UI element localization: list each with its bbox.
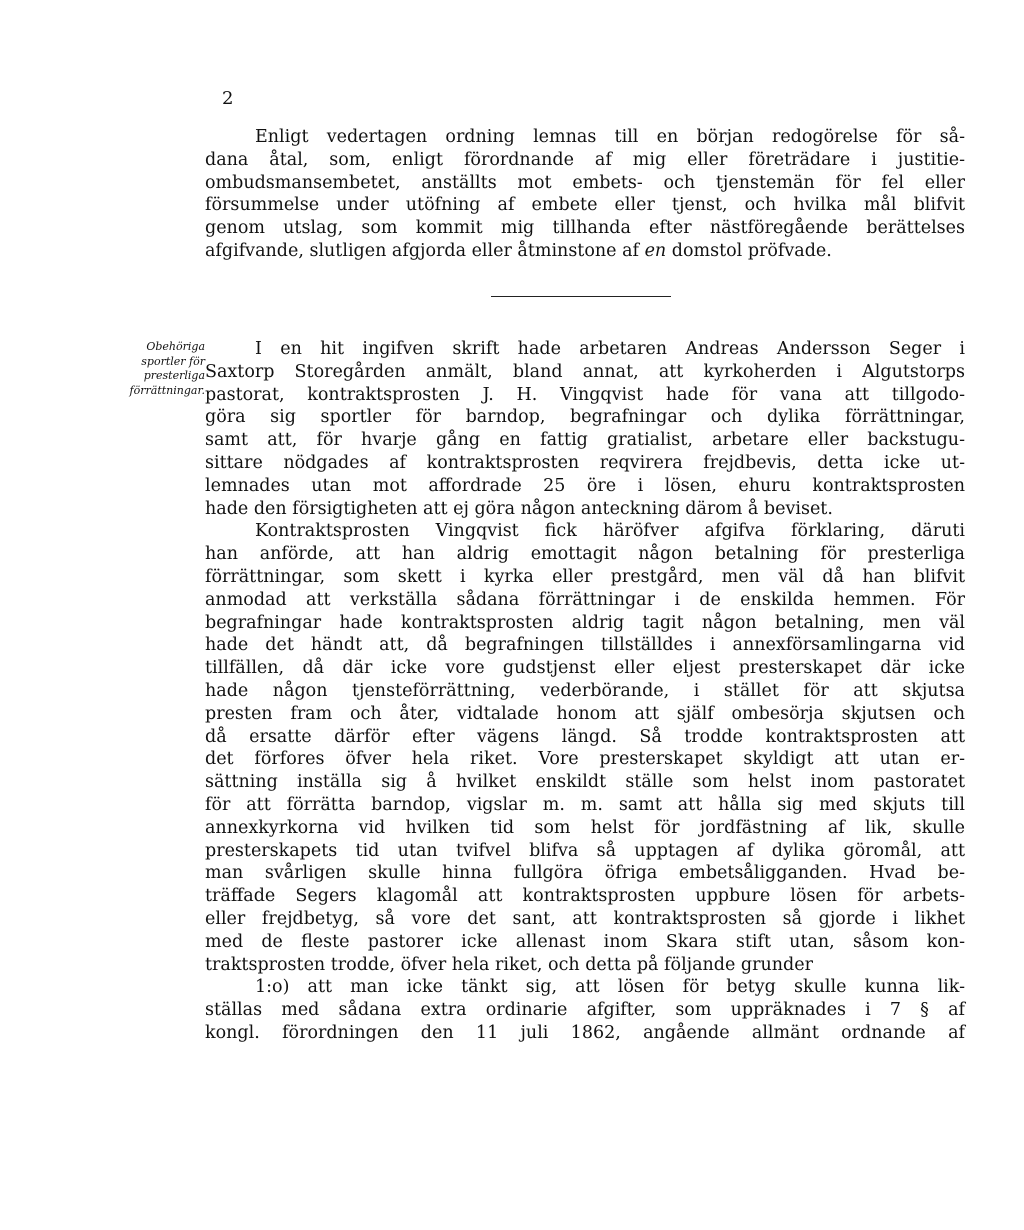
- text-line: presten fram och åter, vidtalade honom att själf ombesörja skjutsen och: [205, 703, 965, 724]
- text-line: göra sig sportler för barndop, begrafningar och dylika förrättningar,: [205, 407, 965, 428]
- text-line: genom utslag, som kommit mig tillhanda efter nästföregående berättelses: [205, 218, 965, 239]
- text-line: Enligt vedertagen ordning lemnas till en början redogörelse för så-: [255, 127, 965, 147]
- section-divider: [491, 296, 671, 297]
- text-segment: domstol pröfvade.: [671, 240, 832, 261]
- text-line: man svårligen skulle hinna fullgöra öfriga embetsåligganden. Hvad be-: [205, 863, 965, 884]
- margin-note-line: förrättningar.: [129, 383, 205, 397]
- text-line: sättning inställa sig å hvilket enskildt ställe som helst inom pastoratet: [205, 772, 965, 793]
- text-line: begrafningar hade kontraktsprosten aldrig tagit någon betalning, men väl: [205, 612, 965, 633]
- text-line: hade det händt att, då begrafningen tillställdes i annexförsamlingarna vid: [205, 635, 965, 656]
- margin-note: [117, 340, 205, 398]
- text-line: han anförde, att han aldrig emottagit någon betalning för presterliga: [205, 544, 965, 565]
- text-line: lemnades utan mot affordrade 25 öre i lösen, ehuru kontraktsprosten: [205, 475, 965, 496]
- text-line: med de fleste pastorer icke allenast inom Skara stift utan, såsom kon-: [205, 931, 965, 952]
- text-line: sittare nödgades af kontraktsprosten reqvirera frejdbevis, detta icke ut-: [205, 452, 965, 473]
- text-line: dana åtal, som, enligt förordnande af mig eller företrädare i justitie-: [205, 149, 965, 170]
- text-line: traktsprosten trodde, öfver hela riket, och detta på följande grunder: [205, 954, 813, 975]
- margin-note-line: sportler för: [141, 354, 205, 368]
- text-line: då ersatte därför efter vägens längd. Så trodde kontraktsprosten att: [205, 726, 965, 747]
- text-line: ställas med sådana extra ordinarie afgifter, som uppräknades i 7 § af: [205, 1000, 965, 1021]
- text-line: anmodad att verkställa sådana förrättningar i de enskilda hemmen. För: [205, 589, 965, 610]
- text-line: tillfällen, då där icke vore gudstjenst eller eljest presterskapet där icke: [205, 658, 965, 679]
- text-line: förrättningar, som skett i kyrka eller prestgård, men väl då han blifvit: [205, 566, 965, 587]
- text-line: 1:o) att man icke tänkt sig, att lösen för betyg skulle kunna lik-: [255, 977, 965, 998]
- text-segment: afgifvande, slutligen afgjorda eller åtminstone af: [205, 240, 639, 261]
- margin-note-line: Obehöriga: [146, 340, 205, 353]
- text-line: försummelse under utöfning af embete eller tjenst, och hvilka mål blifvit: [205, 195, 965, 216]
- italic-word: en: [644, 240, 667, 261]
- text-line: för att förrätta barndop, vigslar m. m. samt att hålla sig med skjuts till: [205, 794, 965, 815]
- text-line: ombudsmansembetet, anställts mot embets- och tjenstemän för fel eller: [205, 172, 965, 193]
- text-line: det förfores öfver hela riket. Vore presterskapet skyldigt att utan er-: [205, 749, 965, 770]
- main-paragraph: [205, 338, 965, 1045]
- text-line: samt att, för hvarje gång en fattig gratialist, arbetare eller backstugu-: [205, 430, 965, 451]
- text-line: hade någon tjensteförrättning, vederbörande, i stället för att skjutsa: [205, 680, 965, 701]
- text-line: träffade Segers klagomål att kontraktsprosten uppbure lösen för arbets-: [205, 886, 965, 907]
- text-line: I en hit ingifven skrift hade arbetaren Andreas Andersson Seger i: [255, 339, 965, 359]
- text-line: annexkyrkorna vid hvilken tid som helst för jordfästning af lik, skulle: [205, 817, 965, 838]
- text-line: presterskapets tid utan tvifvel blifva så upptagen af dylika göromål, att: [205, 840, 965, 861]
- text-line: eller frejdbetyg, så vore det sant, att kontraktsprosten så gjorde i likhet: [205, 908, 965, 929]
- text-line: Kontraktsprosten Vingqvist fick häröfver afgifva förklaring, däruti: [255, 521, 965, 542]
- text-line: Saxtorp Storegården anmält, bland annat, att kyrkoherden i Algutstorps: [205, 361, 965, 382]
- text-line-final: [205, 240, 965, 263]
- text-line: pastorat, kontraktsprosten J. H. Vingqvist hade för vana att tillgodo-: [205, 384, 965, 405]
- intro-paragraph: [205, 126, 965, 263]
- page-number: 2: [222, 88, 234, 109]
- margin-note-line: presterliga: [143, 369, 205, 382]
- text-line: hade den försigtigheten att ej göra någon anteckning därom å beviset.: [205, 498, 833, 519]
- text-line: kongl. förordningen den 11 juli 1862, angående allmänt ordnande af: [205, 1022, 965, 1043]
